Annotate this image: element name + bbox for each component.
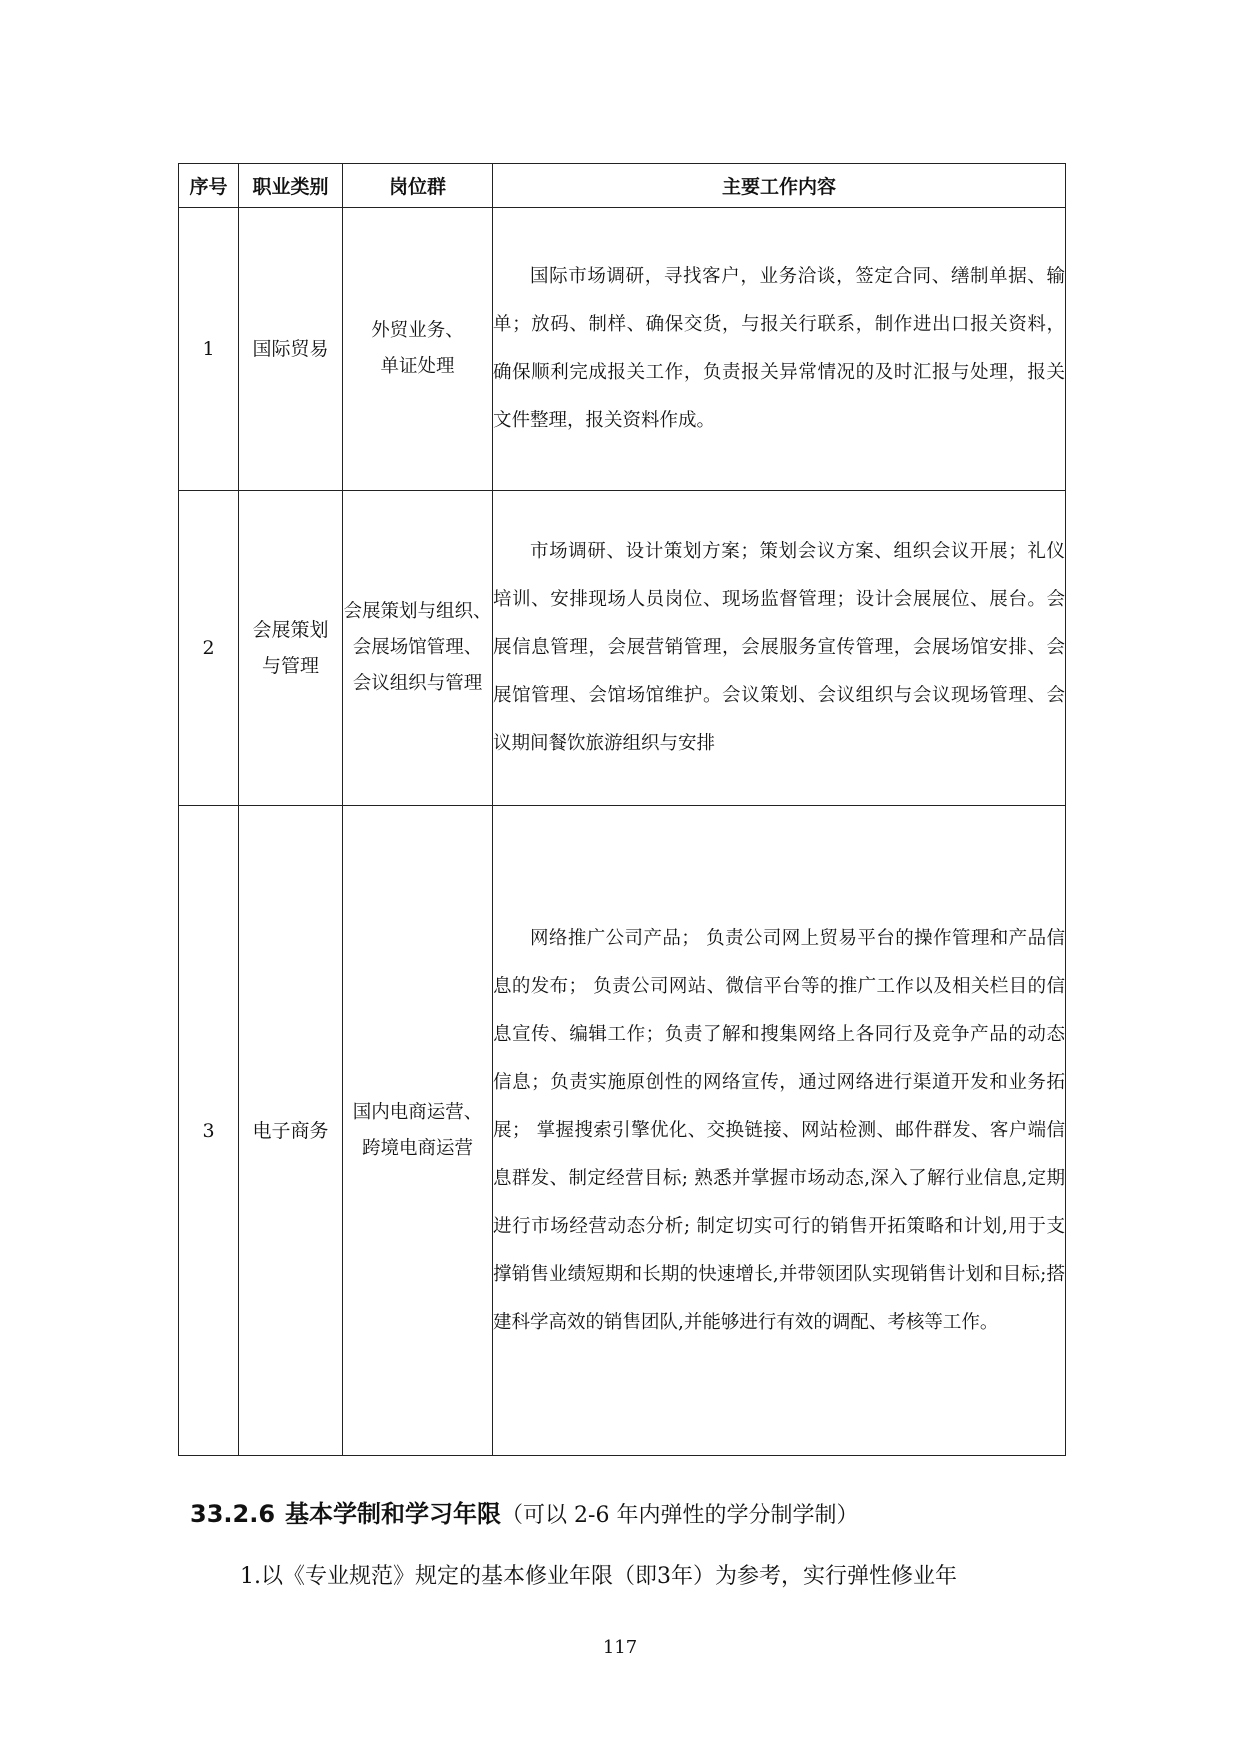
header-number: 序号 (179, 164, 239, 208)
position-line: 外贸业务、 (371, 320, 464, 341)
section-heading (190, 1497, 858, 1533)
row-work: 市场调研、设计策划方案；策划会议方案、组织会议开展；礼仪培训、安排现场人员岗位、现场监督管理；设计会展展位、展台。会展信息管理，会展营销管理，会展服务宣传管理，会展场馆安排、会展馆管理、会馆场馆维护。会议策划、会议组织与会议现场管理、会议期间餐饮旅游组织与安排 (493, 491, 1066, 806)
occupation-table (178, 163, 1066, 1456)
table-header-row (179, 164, 1066, 208)
header-category: 职业类别 (239, 164, 343, 208)
row-positions (343, 208, 493, 491)
row-positions (343, 806, 493, 1456)
header-positions: 岗位群 (343, 164, 493, 208)
category-line: 电子商务 (252, 1119, 329, 1142)
table-row (179, 208, 1066, 491)
row-work: 国际市场调研，寻找客户，业务洽谈，签定合同、缮制单据、输单；放码、制样、确保交货，与报关行联系，制作进出口报关资料，确保顺利完成报关工作，负责报关异常情况的及时汇报与处理，报关文件整理，报关资料作成。 (493, 208, 1066, 491)
position-line: 单证处理 (380, 356, 455, 377)
position-line: 会展场馆管理、 (352, 637, 483, 658)
category-line: 与管理 (261, 655, 319, 677)
section-note: （可以 2-6 年内弹性的学分制学制） (501, 1503, 859, 1528)
header-work: 主要工作内容 (493, 164, 1066, 208)
category-line: 会展策划 (252, 619, 329, 641)
section-number: 33.2.6 (190, 1500, 276, 1528)
row-number: 2 (179, 491, 239, 806)
row-category (239, 491, 343, 806)
position-line: 会展策划与组织、 (343, 601, 492, 622)
position-line: 跨境电商运营 (361, 1137, 473, 1159)
body-paragraph: 1.以《专业规范》规定的基本修业年限（即3年）为参考，实行弹性修业年 (240, 1564, 957, 1589)
row-category (239, 806, 343, 1456)
category-line: 国际贸易 (252, 338, 329, 360)
row-category (239, 208, 343, 491)
row-number: 1 (179, 208, 239, 491)
position-line: 会议组织与管理 (352, 673, 483, 694)
row-work: 网络推广公司产品； 负责公司网上贸易平台的操作管理和产品信息的发布； 负责公司网站、微信平台等的推广工作以及相关栏目的信息宣传、编辑工作；负责了解和搜集网络上各同行及竞争产品的动态信息；负责实施原创性的网络宣传，通过网络进行渠道开发和业务拓展； 掌握搜索引擎优化、交换链接、网站检测、邮件群发、客户端信息群发、制定经营目标; 熟悉并掌握市场动态,深入了解行业信息,定期进行市场经营动态分析; 制定切实可行的销售开拓策略和计划,用于支撑销售业绩短期和长期的快速增长,并带领团队实现销售计划和目标;搭建科学高效的销售团队,并能够进行有效的调配、考核等工作。 (493, 806, 1066, 1456)
row-positions (343, 491, 493, 806)
section-title: 基本学制和学习年限 (285, 1500, 502, 1528)
row-number: 3 (179, 806, 239, 1456)
table-row (179, 491, 1066, 806)
table-row (179, 806, 1066, 1456)
position-line: 国内电商运营、 (352, 1101, 483, 1123)
page-number: 117 (602, 1637, 638, 1658)
